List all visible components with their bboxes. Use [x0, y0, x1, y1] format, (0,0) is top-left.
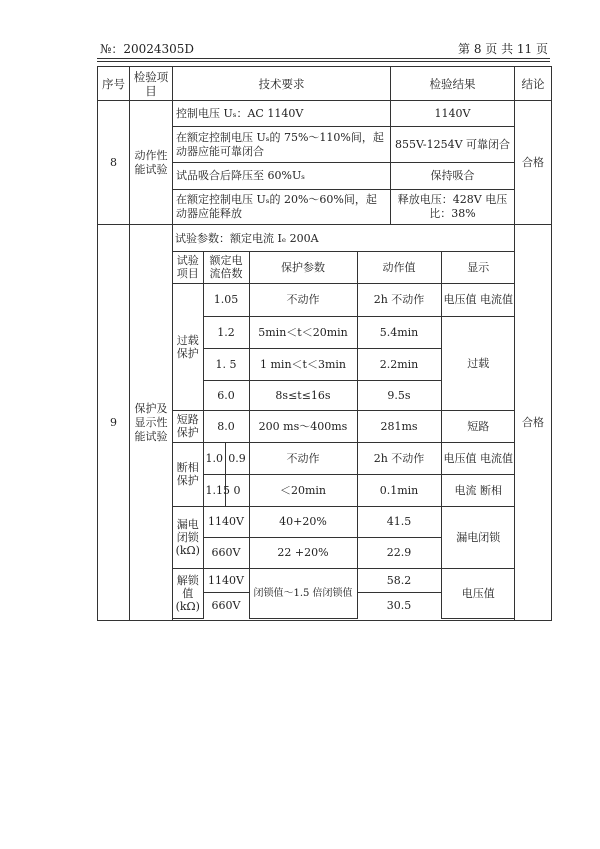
col-seq: 序号 — [98, 67, 130, 101]
overload-action-4: 9.5s — [357, 380, 441, 410]
sub-col-multiple: 额定电流倍数 — [203, 251, 249, 283]
header-rule — [97, 58, 550, 59]
row8-req-3: 试品吸合后降压至 60%Uₛ — [173, 163, 391, 190]
overload-label: 过载保护 — [173, 283, 203, 410]
short-label: 短路保护 — [173, 410, 203, 442]
row8-req-1: 控制电压 Uₛ：AC 1140V — [173, 101, 391, 127]
row9-conclusion: 合格 — [515, 225, 552, 621]
phase-a-1: 1.0 — [203, 442, 225, 474]
overload-multiple-4: 6.0 — [203, 380, 249, 410]
overload-action-1: 2h 不动作 — [357, 283, 441, 316]
leak-param-1: 40+20% — [249, 506, 357, 537]
unlock-label: 解锁值(kΩ) — [173, 568, 203, 618]
short-multiple: 8.0 — [203, 410, 249, 442]
overload-multiple-3: 1. 5 — [203, 348, 249, 380]
phase-a-2: 1.15 — [203, 474, 225, 506]
row8-req-2: 在额定控制电压 Uₛ的 75%～110%间，起动器应能可靠闭合 — [173, 127, 391, 163]
phase-param-1: 不动作 — [249, 442, 357, 474]
protection-subtable — [173, 226, 515, 619]
leak-v-1: 1140V — [203, 506, 249, 537]
unlock-display: 电压值 — [441, 568, 515, 618]
row9-item: 保护及显示性能试验 — [130, 225, 173, 621]
overload-display: 过载 — [441, 316, 515, 410]
phase-b-1: 0.9 — [225, 442, 249, 474]
row8-result-2: 855V-1254V 可靠闭合 — [391, 127, 515, 163]
overload-display-top: 电压值 电流值 — [441, 283, 515, 316]
test-params: 试验参数：额定电流 Iₑ 200A — [173, 226, 515, 251]
report-number: №：20024305D — [100, 42, 195, 56]
sub-col-test-item: 试验项目 — [173, 251, 203, 283]
col-conclusion: 结论 — [515, 67, 552, 101]
col-requirement: 技术要求 — [173, 67, 391, 101]
overload-multiple-1: 1.05 — [203, 283, 249, 316]
page-info: 第 8 页 共 11 页 — [458, 42, 548, 56]
unlock-param: 闭锁值～1.5 倍闭锁值 — [249, 568, 357, 618]
short-action: 281ms — [357, 410, 441, 442]
overload-multiple-2: 1.2 — [203, 316, 249, 348]
phase-b-2: 0 — [225, 474, 249, 506]
phase-display-2: 电流 断相 — [441, 474, 515, 506]
sub-col-action: 动作值 — [357, 251, 441, 283]
unlock-action-1: 58.2 — [357, 568, 441, 592]
phase-param-2: ＜20min — [249, 474, 357, 506]
short-param: 200 ms～400ms — [249, 410, 357, 442]
row8-item: 动作性能试验 — [130, 101, 173, 225]
phase-action-1: 2h 不动作 — [357, 442, 441, 474]
overload-action-3: 2.2min — [357, 348, 441, 380]
short-display: 短路 — [441, 410, 515, 442]
unlock-action-2: 30.5 — [357, 592, 441, 618]
overload-param-4: 8s≤t≤16s — [249, 380, 357, 410]
overload-param-1: 不动作 — [249, 283, 357, 316]
overload-param-3: 1 min＜t＜3min — [249, 348, 357, 380]
unlock-v-1: 1140V — [203, 568, 249, 592]
sub-col-param: 保护参数 — [249, 251, 357, 283]
sub-col-display: 显示 — [441, 251, 515, 283]
col-result: 检验结果 — [391, 67, 515, 101]
row8-seq: 8 — [98, 101, 130, 225]
row8-result-4: 释放电压：428V 电压比：38% — [391, 190, 515, 225]
row9-detail — [173, 225, 515, 621]
leak-param-2: 22 +20% — [249, 537, 357, 568]
row8-result-1: 1140V — [391, 101, 515, 127]
col-item: 检验项目 — [130, 67, 173, 101]
leak-action-1: 41.5 — [357, 506, 441, 537]
leak-action-2: 22.9 — [357, 537, 441, 568]
inspection-table — [97, 66, 552, 621]
header-rule-thin — [97, 61, 550, 62]
row8-conclusion: 合格 — [515, 101, 552, 225]
phase-label: 断相保护 — [173, 442, 203, 506]
leak-label: 漏电闭锁(kΩ) — [173, 506, 203, 568]
row8-req-4: 在额定控制电压 Uₛ的 20%～60%间，起动器应能释放 — [173, 190, 391, 225]
overload-param-2: 5min＜t＜20min — [249, 316, 357, 348]
row9-seq: 9 — [98, 225, 130, 621]
row8-result-3: 保持吸合 — [391, 163, 515, 190]
leak-display: 漏电闭锁 — [441, 506, 515, 568]
leak-v-2: 660V — [203, 537, 249, 568]
phase-action-2: 0.1min — [357, 474, 441, 506]
phase-display-1: 电压值 电流值 — [441, 442, 515, 474]
overload-action-2: 5.4min — [357, 316, 441, 348]
unlock-v-2: 660V — [203, 592, 249, 618]
